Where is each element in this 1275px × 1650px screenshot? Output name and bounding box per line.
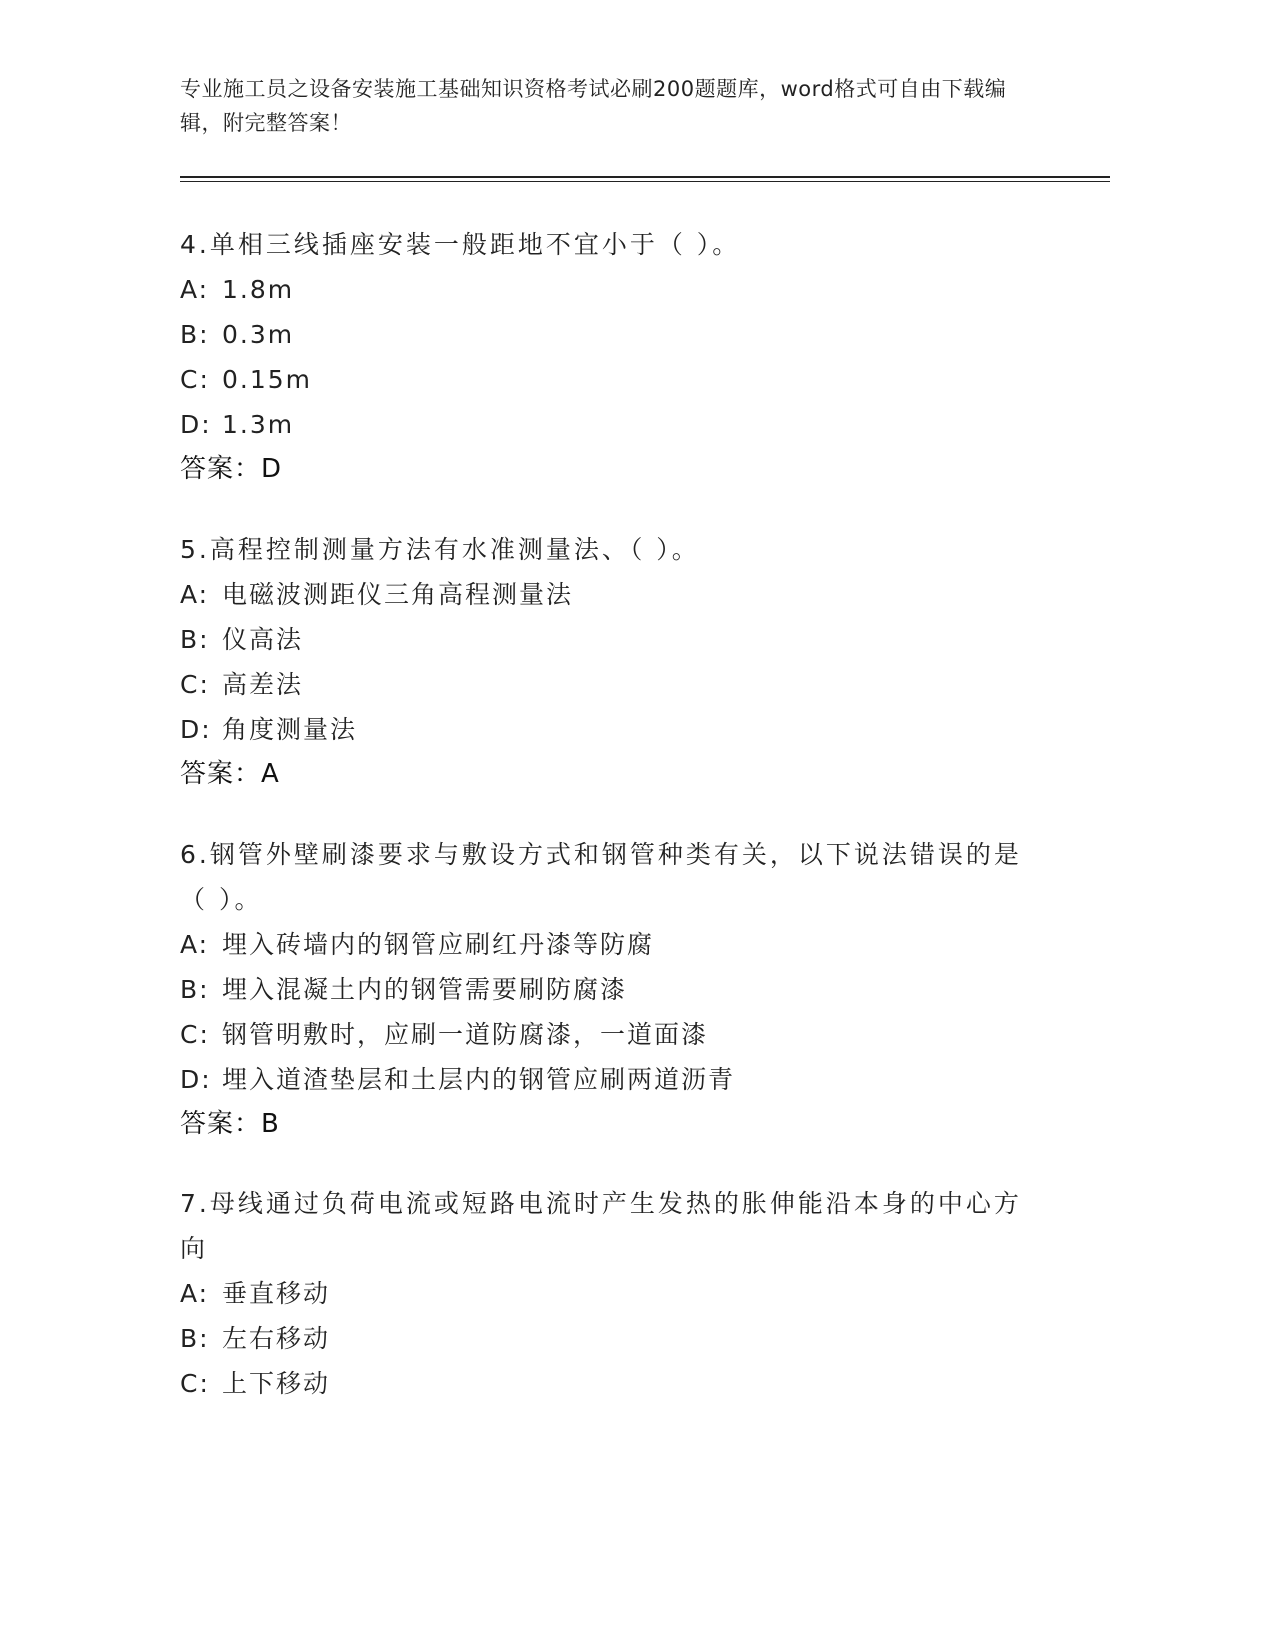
option-text: 高差法 bbox=[222, 670, 304, 699]
option-text: 1.3m bbox=[222, 410, 295, 439]
question-stem: 7.母线通过负荷电流或短路电流时产生发热的胀伸能沿本身的中心方向 bbox=[180, 1189, 1022, 1263]
answer: 答案：A bbox=[180, 759, 280, 789]
option-a bbox=[180, 922, 1040, 967]
option-text: 埋入砖墙内的钢管应刷红丹漆等防腐 bbox=[222, 930, 655, 959]
option-d bbox=[180, 707, 1040, 752]
option-d bbox=[180, 402, 1040, 447]
option-text: 埋入道渣垫层和土层内的钢管应刷两道沥青 bbox=[222, 1065, 736, 1094]
option-d bbox=[180, 1057, 1040, 1102]
header-divider-thick bbox=[180, 176, 1110, 178]
option-label: D: bbox=[180, 410, 212, 439]
option-text: 0.15m bbox=[222, 365, 313, 394]
question-4 bbox=[180, 222, 1040, 492]
option-label: A: bbox=[180, 275, 210, 304]
option-text: 电磁波测距仪三角高程测量法 bbox=[222, 580, 574, 609]
question-stem: 4.单相三线插座安装一般距地不宜小于（ ）。 bbox=[180, 230, 741, 259]
document-page bbox=[180, 0, 1110, 1650]
question-stem: 5.高程控制测量方法有水准测量法、（ ）。 bbox=[180, 535, 700, 564]
option-b bbox=[180, 1316, 1040, 1361]
question-5 bbox=[180, 527, 1040, 797]
option-text: 埋入混凝土内的钢管需要刷防腐漆 bbox=[222, 975, 628, 1004]
option-text: 上下移动 bbox=[222, 1369, 331, 1398]
option-label: B: bbox=[180, 625, 210, 654]
option-label: C: bbox=[180, 365, 210, 394]
option-text: 钢管明敷时，应刷一道防腐漆，一道面漆 bbox=[222, 1020, 709, 1049]
option-text: 0.3m bbox=[222, 320, 295, 349]
answer: 答案：B bbox=[180, 1109, 280, 1139]
option-text: 1.8m bbox=[222, 275, 295, 304]
option-text: 角度测量法 bbox=[222, 715, 358, 744]
option-a bbox=[180, 1271, 1040, 1316]
option-text: 垂直移动 bbox=[222, 1279, 331, 1308]
option-text: 左右移动 bbox=[222, 1324, 331, 1353]
option-label: B: bbox=[180, 975, 210, 1004]
option-label: C: bbox=[180, 1020, 210, 1049]
answer: 答案：D bbox=[180, 454, 283, 484]
option-label: A: bbox=[180, 1279, 210, 1308]
option-label: B: bbox=[180, 320, 210, 349]
document-header: 专业施工员之设备安装施工基础知识资格考试必刷200题题库，word格式可自由下载编辑，附完整答案！ bbox=[180, 77, 1007, 135]
option-label: B: bbox=[180, 1324, 210, 1353]
option-text: 仪高法 bbox=[222, 625, 304, 654]
header-divider-thin bbox=[180, 181, 1110, 182]
option-a bbox=[180, 267, 1040, 312]
option-c bbox=[180, 1012, 1040, 1057]
question-7 bbox=[180, 1181, 1040, 1406]
option-b bbox=[180, 312, 1040, 357]
option-c bbox=[180, 357, 1040, 402]
option-c bbox=[180, 1361, 1040, 1406]
option-label: C: bbox=[180, 1369, 210, 1398]
option-label: A: bbox=[180, 930, 210, 959]
option-label: D: bbox=[180, 715, 212, 744]
option-b bbox=[180, 967, 1040, 1012]
option-c bbox=[180, 662, 1040, 707]
option-b bbox=[180, 617, 1040, 662]
option-label: A: bbox=[180, 580, 210, 609]
option-label: C: bbox=[180, 670, 210, 699]
option-label: D: bbox=[180, 1065, 212, 1094]
question-6 bbox=[180, 832, 1040, 1147]
option-a bbox=[180, 572, 1040, 617]
question-stem: 6.钢管外壁刷漆要求与敷设方式和钢管种类有关，以下说法错误的是（ ）。 bbox=[180, 840, 1022, 914]
